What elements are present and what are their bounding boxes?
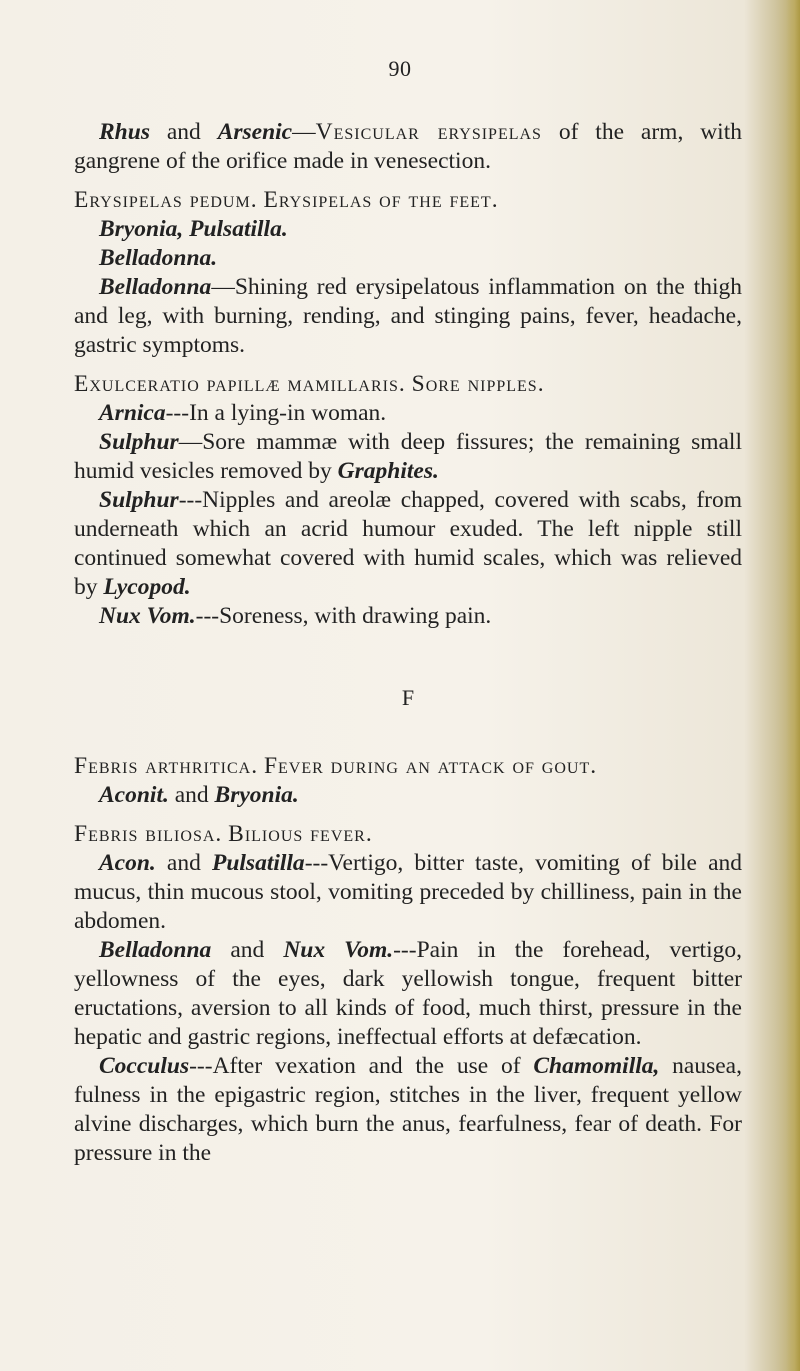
heading-text: Erysipelas pedum. <box>74 187 258 213</box>
paragraph <box>74 781 742 810</box>
paragraph <box>74 118 742 176</box>
remedy-name: Rhus <box>99 119 150 145</box>
body-text: of the arm, with gangrene of the orifice made in venesection. <box>74 119 742 174</box>
remedy-name: Bryonia. <box>214 782 299 808</box>
body-text: and <box>155 850 212 876</box>
remedy-name: Belladonna <box>99 274 212 300</box>
section-heading <box>74 752 742 781</box>
remedy-name: Acon. <box>99 850 156 876</box>
remedy-name: Lycopod. <box>103 574 191 600</box>
paragraph <box>74 486 742 602</box>
remedy-name: Sulphur <box>99 429 179 455</box>
heading-text: Bilious fever. <box>228 821 373 847</box>
paragraph <box>74 936 742 1052</box>
body-text: ---Nipples and areolæ chapped, covered with scabs, from underneath which an acrid humour exuded. The left nipple still continued somewhat covered with humid scales, which was relieved by <box>74 487 742 600</box>
body-text: and <box>168 782 215 808</box>
body-text: ---Pain in the forehead, vertigo, yellowness of the eyes, dark yellowish tongue, frequent bitter eructations, aversion to all kinds of food, much thirst, pressure in the hepatic and gastric regions, ineffectual efforts at defæcation. <box>74 937 742 1050</box>
body-text: —Sore mammæ with deep fissures; the remaining small humid vesicles removed by <box>74 429 742 484</box>
paragraph <box>74 244 742 273</box>
remedy-name: Arsenic <box>217 119 293 145</box>
remedy-name: Pulsatilla <box>211 850 305 876</box>
remedy-name: Bryonia, Pulsatilla. <box>99 216 288 242</box>
body-text: — <box>292 119 316 145</box>
body-text: and <box>211 937 284 963</box>
section-heading <box>74 186 742 215</box>
paragraph <box>74 215 742 244</box>
page-body <box>74 118 742 1168</box>
remedy-name: Nux Vom. <box>99 603 196 629</box>
heading-text: Vesicular erysipelas <box>315 119 542 145</box>
heading-text: Fever during an attack of gout. <box>263 753 598 779</box>
remedy-name: Sulphur <box>99 487 179 513</box>
paragraph <box>74 273 742 360</box>
remedy-name: Chamomilla, <box>533 1053 660 1079</box>
paragraph <box>74 1052 742 1168</box>
body-text: —Shining red erysipelatous inflammation on the thigh and leg, with burning, rending, and stinging pains, fever, headache, gastric symptoms. <box>74 274 742 358</box>
heading-text: Exulceratio papillæ mamillaris. <box>74 371 406 397</box>
remedy-name: Arnica <box>99 400 166 426</box>
body-text: ---Soreness, with drawing pain. <box>195 603 492 629</box>
body-text: ---After vexation and the use of <box>189 1053 534 1079</box>
body-text: nausea, fulness in the epigastric region, stitches in the liver, frequent yellow alvine discharges, which burn the anus, fearfulness, fear of death. For pressure in the <box>74 1053 742 1166</box>
body-text: F <box>401 685 415 710</box>
body-text: ---In a lying-in woman. <box>165 400 387 426</box>
remedy-name: Cocculus <box>99 1053 190 1079</box>
paragraph <box>74 602 742 631</box>
remedy-name: Belladonna. <box>99 245 218 271</box>
section-letter <box>74 683 742 712</box>
remedy-name: Belladonna <box>99 937 212 963</box>
section-heading <box>74 370 742 399</box>
heading-text: Erysipelas of the feet. <box>263 187 499 213</box>
body-text: ---Vertigo, bitter taste, vomiting of bile and mucus, thin mucous stool, vomiting preceded by chilliness, pain in the abdomen. <box>74 850 742 934</box>
page-edge <box>786 0 800 1371</box>
heading-text: Sore nipples. <box>411 371 545 397</box>
heading-text: Febris biliosa. <box>74 821 223 847</box>
heading-text: Febris arthritica. <box>74 753 259 779</box>
paragraph <box>74 849 742 936</box>
body-text: and <box>149 119 218 145</box>
section-heading <box>74 820 742 849</box>
page-number: 90 <box>388 56 412 81</box>
remedy-name: Graphites. <box>337 458 439 484</box>
remedy-name: Nux Vom. <box>283 937 394 963</box>
paragraph <box>74 428 742 486</box>
remedy-name: Aconit. <box>99 782 169 808</box>
paragraph <box>74 399 742 428</box>
